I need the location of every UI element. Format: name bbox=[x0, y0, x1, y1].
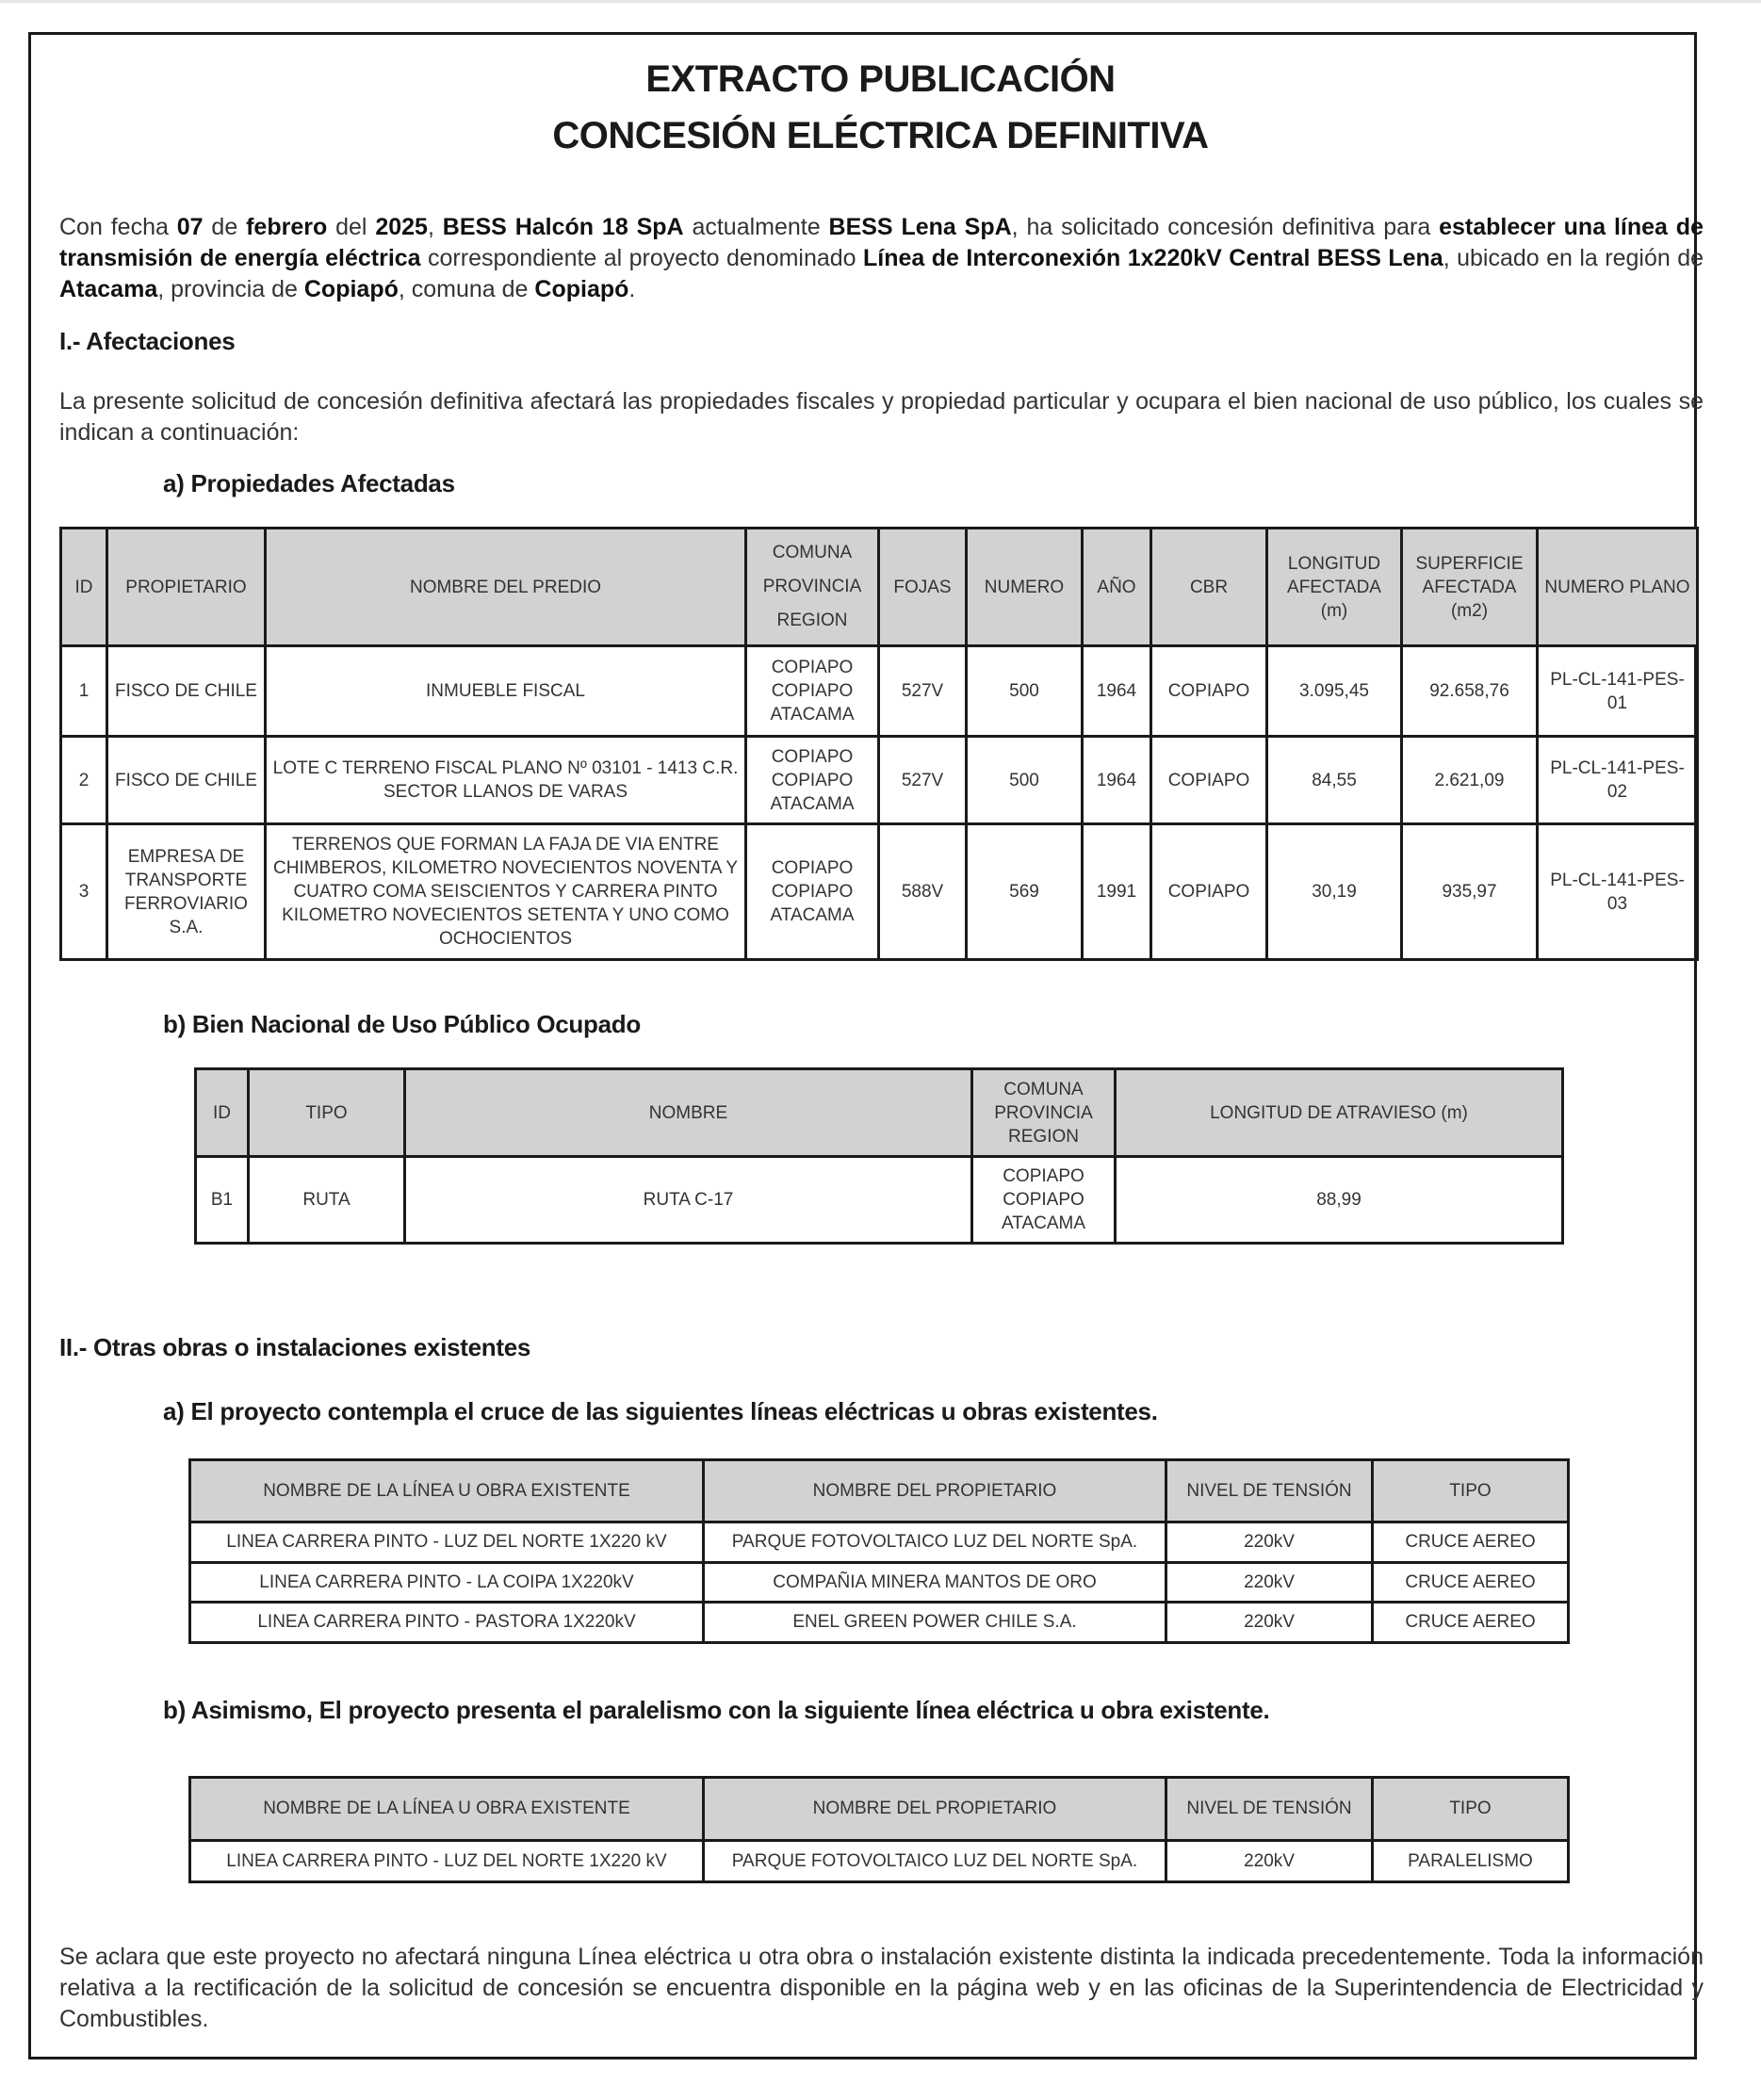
table-cell: LINEA CARRERA PINTO - PASTORA 1X220kV bbox=[190, 1603, 704, 1643]
section-2a-heading: a) El proyecto contempla el cruce de las siguientes líneas eléctricas u obras existentes. bbox=[163, 1397, 1158, 1425]
table-row bbox=[196, 1157, 1563, 1244]
table-cell: 1991 bbox=[1083, 824, 1151, 960]
intro-bold-text: 2025 bbox=[375, 214, 428, 240]
intro-text: del bbox=[327, 214, 376, 240]
table-cell: LINEA CARRERA PINTO - LUZ DEL NORTE 1X220 kV bbox=[190, 1841, 704, 1882]
table-cell: 220kV bbox=[1166, 1563, 1373, 1603]
table-cell: PARQUE FOTOVOLTAICO LUZ DEL NORTE SpA. bbox=[704, 1522, 1166, 1563]
table-cell: COPIAPO COPIAPO ATACAMA bbox=[746, 824, 879, 960]
intro-bold-text: Copiapó bbox=[534, 276, 629, 302]
column-header: LONGITUD DE ATRAVIESO (m) bbox=[1116, 1069, 1563, 1157]
intro-bold-text: BESS Halcón 18 SpA bbox=[442, 214, 684, 240]
column-header: NOMBRE DEL PROPIETARIO bbox=[704, 1778, 1166, 1841]
table-cell: 1964 bbox=[1083, 646, 1151, 737]
intro-bold-text: febrero bbox=[246, 214, 328, 240]
table-cell: 220kV bbox=[1166, 1841, 1373, 1882]
intro-text: , ha solicitado concesión definitiva para bbox=[1011, 214, 1440, 240]
section-1-text: La presente solicitud de concesión definitiva afectará las propiedades fiscales y propiedad particular y ocupara el bien nacional de uso público, los cuales se indican a continuación: bbox=[59, 388, 1704, 446]
table-cell: COPIAPO COPIAPO ATACAMA bbox=[972, 1157, 1116, 1244]
intro-bold-text: 07 bbox=[176, 214, 204, 240]
column-header: TIPO bbox=[1373, 1778, 1569, 1841]
table-cell: 30,19 bbox=[1267, 824, 1402, 960]
parallelism-table-header bbox=[190, 1778, 1569, 1841]
properties-table-header bbox=[61, 529, 1698, 646]
table-cell: 220kV bbox=[1166, 1603, 1373, 1643]
public-property-table-header bbox=[196, 1069, 1563, 1157]
document-frame bbox=[28, 32, 1697, 2059]
public-property-table bbox=[194, 1067, 1564, 1245]
intro-text: . bbox=[628, 276, 636, 302]
title-line-1: EXTRACTO PUBLICACIÓN bbox=[645, 58, 1116, 100]
column-header: NOMBRE DE LA LÍNEA U OBRA EXISTENTE bbox=[190, 1460, 704, 1522]
column-header: NUMERO PLANO bbox=[1538, 529, 1698, 646]
column-header: NUMERO bbox=[967, 529, 1083, 646]
table-row bbox=[61, 646, 1698, 737]
properties-table bbox=[59, 527, 1699, 961]
table-cell: TERRENOS QUE FORMAN LA FAJA DE VIA ENTRE CHIMBEROS, KILOMETRO NOVECIENTOS NOVENTA Y CUATRO COMA SEISCIENTOS Y CARRERA PINTO KILOMETRO NOVECIENTOS SETENTA Y UNO COMO OCHOCIENTOS bbox=[266, 824, 746, 960]
table-cell: PARALELISMO bbox=[1373, 1841, 1569, 1882]
title-line-2: CONCESIÓN ELÉCTRICA DEFINITIVA bbox=[552, 115, 1209, 156]
table-cell: 935,97 bbox=[1402, 824, 1538, 960]
intro-bold-text: Línea de Interconexión 1x220kV Central BESS Lena bbox=[863, 245, 1443, 271]
table-cell: COPIAPO COPIAPO ATACAMA bbox=[746, 737, 879, 824]
intro-text: de bbox=[203, 214, 247, 240]
table-cell: COPIAPO bbox=[1151, 646, 1267, 737]
table-cell: LOTE C TERRENO FISCAL PLANO Nº 03101 - 1413 C.R. SECTOR LLANOS DE VARAS bbox=[266, 737, 746, 824]
section-2-heading: II.- Otras obras o instalaciones existentes bbox=[59, 1333, 531, 1361]
column-header: SUPERFICIE AFECTADA (m2) bbox=[1402, 529, 1538, 646]
table-row bbox=[190, 1841, 1569, 1882]
column-header: NOMBRE DE LA LÍNEA U OBRA EXISTENTE bbox=[190, 1778, 704, 1841]
table-row bbox=[190, 1563, 1569, 1603]
table-cell: RUTA C-17 bbox=[405, 1157, 972, 1244]
column-header: TIPO bbox=[249, 1069, 405, 1157]
table-cell: COPIAPO bbox=[1151, 737, 1267, 824]
intro-bold-text: BESS Lena SpA bbox=[828, 214, 1012, 240]
table-cell: FISCO DE CHILE bbox=[107, 646, 266, 737]
table-cell: LINEA CARRERA PINTO - LA COIPA 1X220kV bbox=[190, 1563, 704, 1603]
parallelism-table bbox=[188, 1776, 1570, 1883]
intro-paragraph bbox=[59, 212, 1704, 305]
table-cell: 1 bbox=[61, 646, 107, 737]
table-cell: LINEA CARRERA PINTO - LUZ DEL NORTE 1X220 kV bbox=[190, 1522, 704, 1563]
intro-text: , bbox=[427, 214, 443, 240]
table-cell: B1 bbox=[196, 1157, 249, 1244]
column-header: TIPO bbox=[1373, 1460, 1569, 1522]
intro-text: , comuna de bbox=[398, 276, 535, 302]
column-header: ID bbox=[196, 1069, 249, 1157]
column-header: COMUNA PROVINCIA REGION bbox=[972, 1069, 1116, 1157]
table-cell: COPIAPO COPIAPO ATACAMA bbox=[746, 646, 879, 737]
column-header: FOJAS bbox=[879, 529, 967, 646]
table-cell: CRUCE AEREO bbox=[1373, 1522, 1569, 1563]
intro-text: correspondiente al proyecto denominado bbox=[420, 245, 864, 271]
intro-text: , ubicado en la región de bbox=[1443, 245, 1704, 271]
section-1b-heading: b) Bien Nacional de Uso Público Ocupado bbox=[163, 1010, 641, 1038]
intro-text: actualmente bbox=[683, 214, 829, 240]
table-cell: 2 bbox=[61, 737, 107, 824]
section-2b-heading: b) Asimismo, El proyecto presenta el paralelismo con la siguiente línea eléctrica u obra existente. bbox=[163, 1696, 1270, 1724]
intro-bold-text: Atacama bbox=[59, 276, 158, 302]
column-header: PROPIETARIO bbox=[107, 529, 266, 646]
table-cell: 3.095,45 bbox=[1267, 646, 1402, 737]
table-cell: 1964 bbox=[1083, 737, 1151, 824]
table-cell: 84,55 bbox=[1267, 737, 1402, 824]
table-cell: PL-CL-141-PES-01 bbox=[1538, 646, 1698, 737]
table-row bbox=[190, 1522, 1569, 1563]
closing-paragraph: Se aclara que este proyecto no afectará ninguna Línea eléctrica u otra obra o instalación existente distinta la indicada precedentemente. Toda la información relativa a la rectificación de la solicitud de concesión se encuentra disponible en la página web y en las oficinas de la Superintendencia de Electricidad y Combustibles. bbox=[59, 1944, 1704, 2032]
table-cell: 500 bbox=[967, 646, 1083, 737]
column-header: COMUNA PROVINCIA REGION bbox=[746, 529, 879, 646]
column-header: CBR bbox=[1151, 529, 1267, 646]
table-cell: 92.658,76 bbox=[1402, 646, 1538, 737]
table-cell: INMUEBLE FISCAL bbox=[266, 646, 746, 737]
table-cell: RUTA bbox=[249, 1157, 405, 1244]
table-cell: EMPRESA DE TRANSPORTE FERROVIARIO S.A. bbox=[107, 824, 266, 960]
table-cell: FISCO DE CHILE bbox=[107, 737, 266, 824]
table-cell: 527V bbox=[879, 737, 967, 824]
crossings-table-header bbox=[190, 1460, 1569, 1522]
table-cell: COMPAÑIA MINERA MANTOS DE ORO bbox=[704, 1563, 1166, 1603]
crossings-table bbox=[188, 1458, 1570, 1644]
table-cell: 527V bbox=[879, 646, 967, 737]
column-header: AÑO bbox=[1083, 529, 1151, 646]
table-cell: 2.621,09 bbox=[1402, 737, 1538, 824]
table-cell: 500 bbox=[967, 737, 1083, 824]
section-1-heading: I.- Afectaciones bbox=[59, 327, 236, 355]
intro-bold-text: establecer una línea de transmisión de energía eléctrica bbox=[59, 214, 1704, 271]
column-header: NIVEL DE TENSIÓN bbox=[1166, 1778, 1373, 1841]
table-row bbox=[61, 737, 1698, 824]
table-cell: PL-CL-141-PES-03 bbox=[1538, 824, 1698, 960]
table-row bbox=[61, 824, 1698, 960]
section-1a-heading: a) Propiedades Afectadas bbox=[163, 469, 455, 497]
intro-text: , provincia de bbox=[157, 276, 304, 302]
table-cell: ENEL GREEN POWER CHILE S.A. bbox=[704, 1603, 1166, 1643]
table-cell: 88,99 bbox=[1116, 1157, 1563, 1244]
column-header: NOMBRE DEL PROPIETARIO bbox=[704, 1460, 1166, 1522]
top-divider bbox=[0, 0, 1761, 3]
table-row bbox=[190, 1603, 1569, 1643]
table-cell: COPIAPO bbox=[1151, 824, 1267, 960]
table-cell: 3 bbox=[61, 824, 107, 960]
table-cell: 588V bbox=[879, 824, 967, 960]
column-header: NIVEL DE TENSIÓN bbox=[1166, 1460, 1373, 1522]
table-cell: CRUCE AEREO bbox=[1373, 1603, 1569, 1643]
table-cell: 220kV bbox=[1166, 1522, 1373, 1563]
column-header: NOMBRE DEL PREDIO bbox=[266, 529, 746, 646]
column-header: ID bbox=[61, 529, 107, 646]
intro-text: Con fecha bbox=[59, 214, 177, 240]
intro-bold-text: Copiapó bbox=[303, 276, 399, 302]
table-cell: PARQUE FOTOVOLTAICO LUZ DEL NORTE SpA. bbox=[704, 1841, 1166, 1882]
table-cell: PL-CL-141-PES-02 bbox=[1538, 737, 1698, 824]
column-header: LONGITUD AFECTADA (m) bbox=[1267, 529, 1402, 646]
table-cell: 569 bbox=[967, 824, 1083, 960]
column-header: NOMBRE bbox=[405, 1069, 972, 1157]
table-cell: CRUCE AEREO bbox=[1373, 1563, 1569, 1603]
